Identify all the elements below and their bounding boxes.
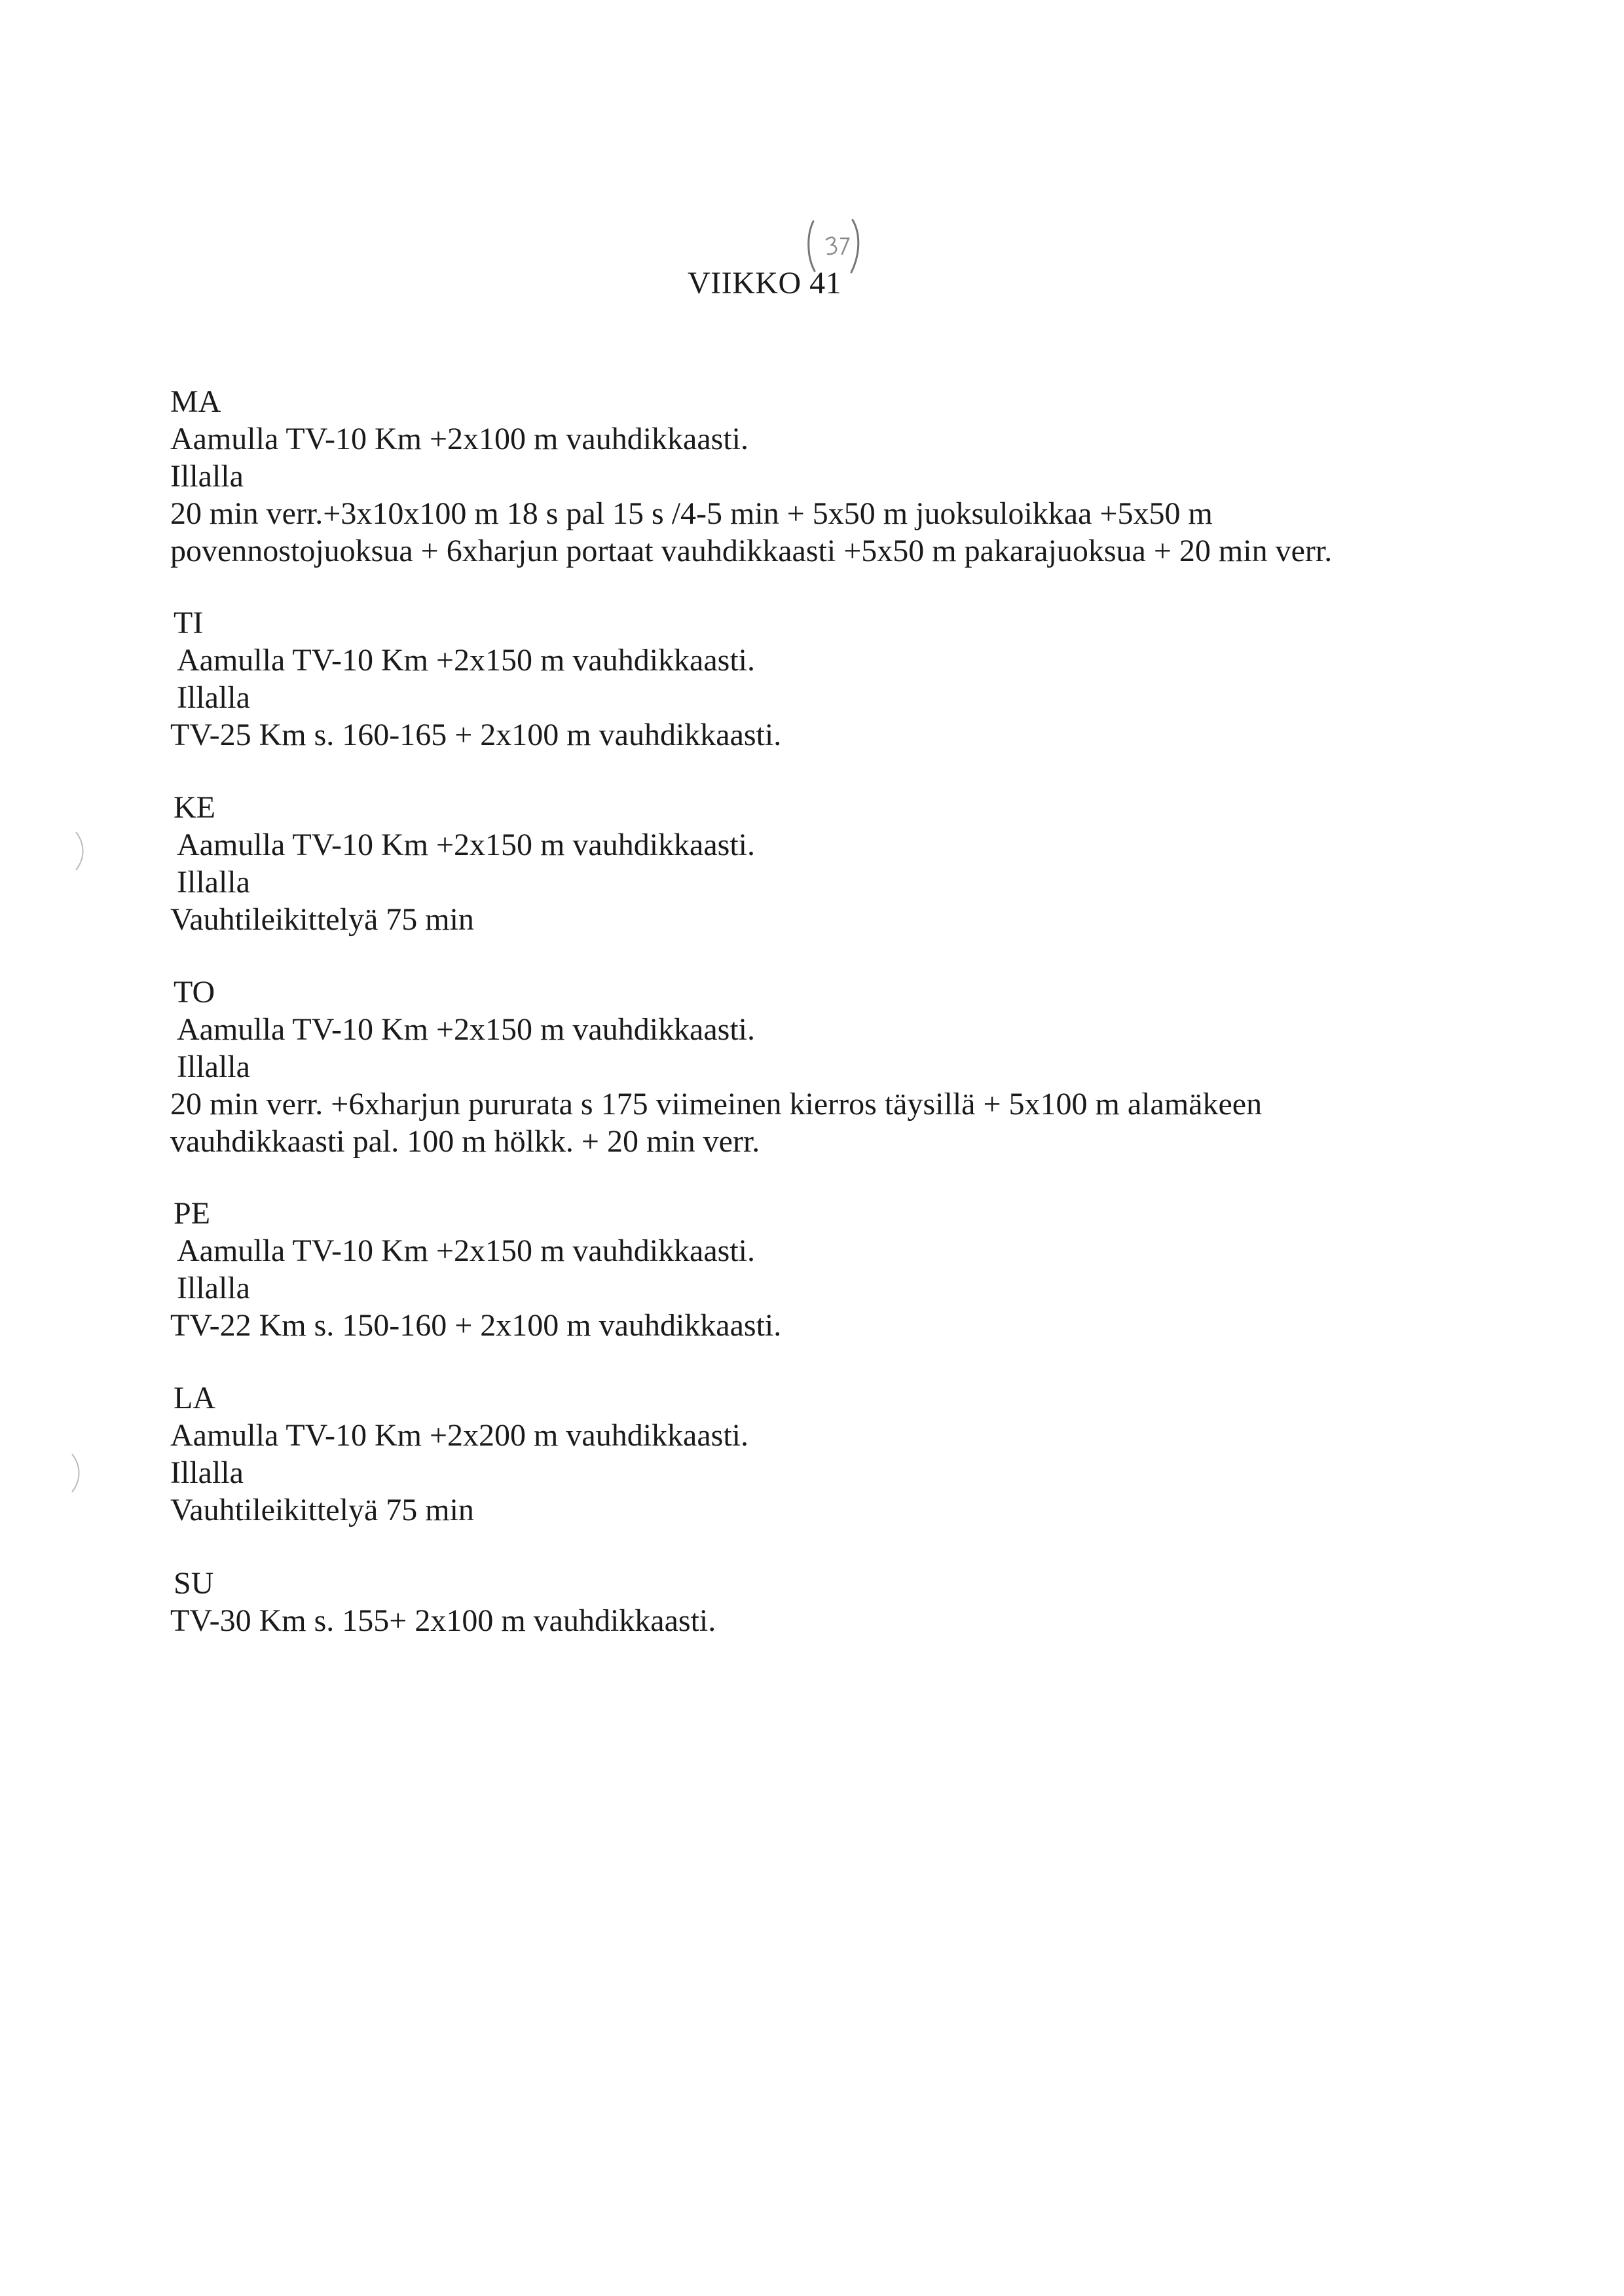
evening-session: Vauhtileikittelyä 75 min	[170, 1493, 474, 1527]
day-section-ke	[0, 789, 1506, 938]
evening-session: Vauhtileikittelyä 75 min	[170, 902, 474, 937]
day-heading: TI	[174, 606, 204, 640]
day-heading: PE	[174, 1196, 211, 1231]
day-section-su	[0, 1565, 1506, 1639]
evening-label: Illalla	[177, 1049, 250, 1084]
evening-session: TV-22 Km s. 150-160 + 2x100 m vauhdikkaasti.	[170, 1308, 782, 1343]
morning-session: Aamulla TV-10 Km +2x150 m vauhdikkaasti.	[177, 1012, 755, 1047]
day-heading: SU	[174, 1566, 214, 1601]
page-title: VIIKKO 41	[688, 266, 842, 301]
day-heading: MA	[170, 384, 221, 419]
evening-label: Illalla	[177, 865, 250, 900]
day-section-ma	[0, 383, 1506, 570]
day-section-to	[0, 974, 1506, 1160]
morning-session: Aamulla TV-10 Km +2x150 m vauhdikkaasti.	[177, 643, 755, 678]
day-heading: KE	[174, 790, 215, 825]
day-section-ti	[0, 604, 1506, 754]
day-heading: TO	[174, 975, 215, 1010]
evening-session: 20 min verr. +6xharjun pururata s 175 viimeinen kierros täysillä + 5x100 m alamäkeen	[170, 1087, 1263, 1121]
evening-session-continued: povennostojuoksua + 6xharjun portaat vauhdikkaasti +5x50 m pakarajuoksua + 20 min verr.	[170, 534, 1333, 568]
evening-session-continued: vauhdikkaasti pal. 100 m hölkk. + 20 min verr.	[170, 1124, 760, 1159]
evening-label: Illalla	[170, 459, 244, 494]
evening-label: Illalla	[177, 1271, 250, 1305]
morning-session: Aamulla TV-10 Km +2x200 m vauhdikkaasti.	[170, 1418, 748, 1453]
day-heading: LA	[174, 1381, 215, 1415]
evening-session: 20 min verr.+3x10x100 m 18 s pal 15 s /4-5 min + 5x50 m juoksuloikkaa +5x50 m	[170, 496, 1213, 531]
session: TV-30 Km s. 155+ 2x100 m vauhdikkaasti.	[170, 1603, 716, 1638]
evening-session: TV-25 Km s. 160-165 + 2x100 m vauhdikkaasti.	[170, 718, 782, 752]
day-section-pe	[0, 1195, 1506, 1344]
evening-label: Illalla	[177, 680, 250, 715]
day-section-la	[0, 1379, 1506, 1529]
morning-session: Aamulla TV-10 Km +2x100 m vauhdikkaasti.	[170, 422, 748, 456]
morning-session: Aamulla TV-10 Km +2x150 m vauhdikkaasti.	[177, 1233, 755, 1268]
evening-label: Illalla	[170, 1455, 244, 1490]
morning-session: Aamulla TV-10 Km +2x150 m vauhdikkaasti.	[177, 828, 755, 862]
